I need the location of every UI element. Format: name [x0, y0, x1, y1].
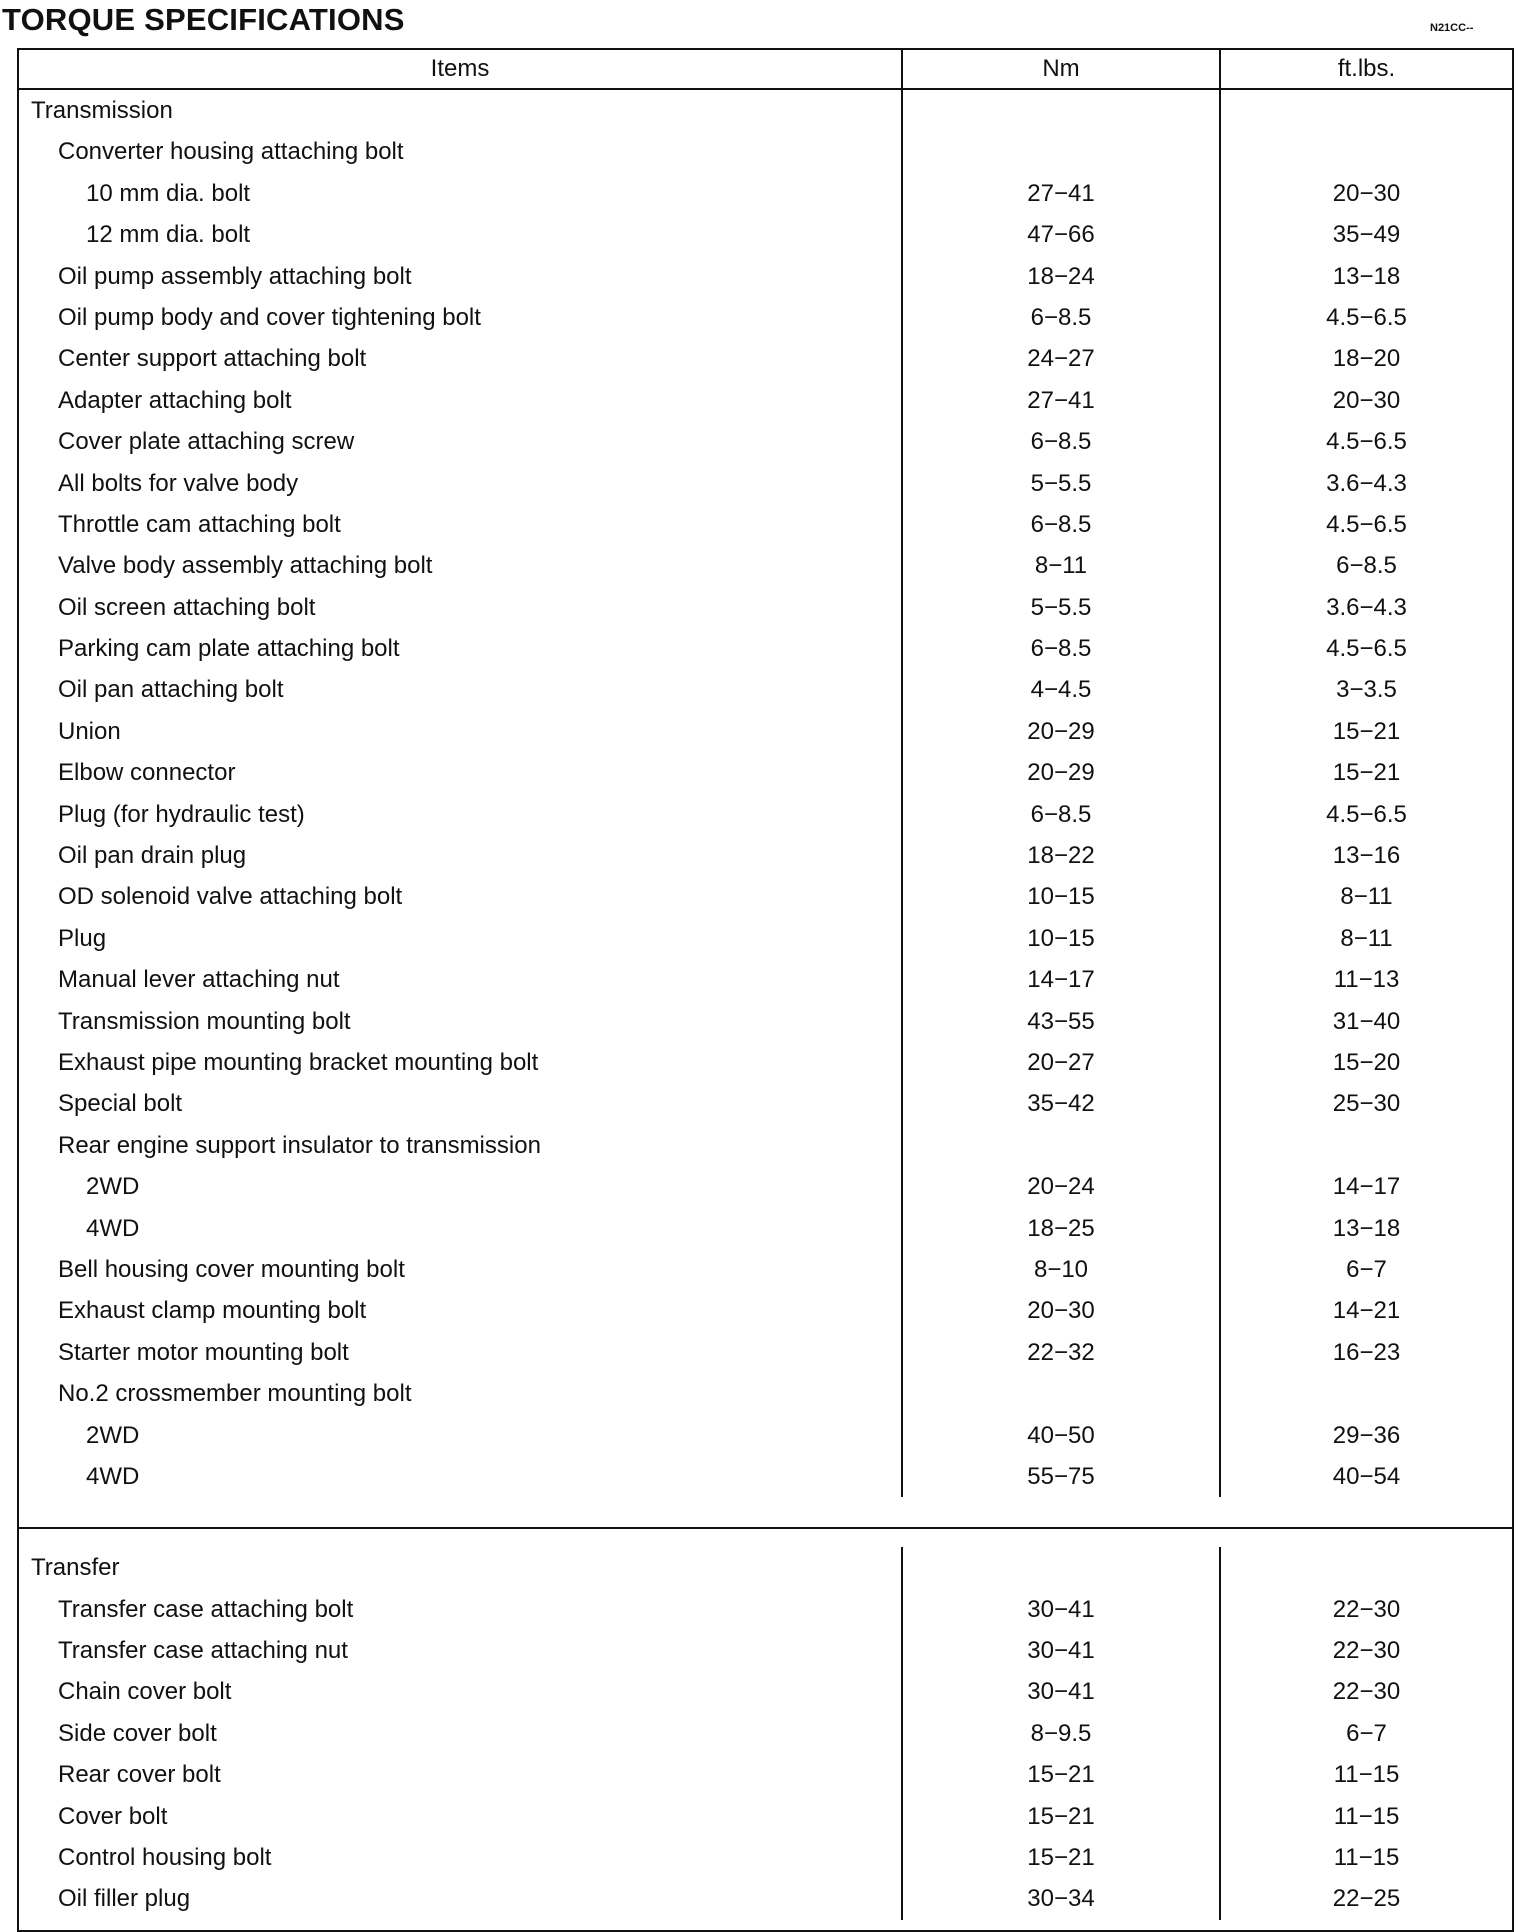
nm-value [903, 1373, 1219, 1414]
item-label: Cover plate attaching screw [58, 428, 355, 456]
item-label: Cover bolt [58, 1802, 168, 1830]
ftlbs-value: 11−15 [1333, 1761, 1400, 1789]
item-label: Valve body assembly attaching bolt [58, 552, 433, 580]
nm-value: 20−29 [1027, 717, 1095, 745]
ftlbs-value [1221, 1547, 1512, 1588]
ftlbs-value: 35−49 [1332, 221, 1401, 249]
ftlbs-value [1221, 1125, 1512, 1166]
ftlbs-value: 4.5−6.5 [1326, 303, 1407, 331]
nm-value: 30−41 [1027, 1637, 1095, 1665]
ftlbs-value: 15−20 [1332, 1048, 1401, 1076]
nm-value [903, 1547, 1219, 1588]
nm-value: 27−41 [1027, 179, 1095, 207]
header-nm: Nm [903, 50, 1221, 88]
header-ftlbs: ft.lbs. [1337, 55, 1396, 82]
ftlbs-value: 13−18 [1332, 1214, 1401, 1242]
nm-value: 8−9.5 [1030, 1719, 1092, 1747]
nm-value: 43−55 [1027, 1007, 1095, 1035]
nm-value: 15−21 [1027, 1844, 1095, 1872]
ftlbs-value: 20−30 [1332, 386, 1401, 414]
item-label: Special bolt [58, 1090, 183, 1118]
item-label: Exhaust pipe mounting bracket mounting bolt [58, 1048, 539, 1076]
item-label: Control housing bolt [58, 1844, 272, 1872]
ftlbs-value: 25−30 [1332, 1090, 1401, 1118]
item-label: 10 mm dia. bolt [86, 179, 251, 207]
ftlbs-value: 13−16 [1332, 842, 1401, 870]
items-column [19, 1547, 903, 1920]
ftlbs-value: 18−20 [1332, 345, 1401, 373]
item-label: Union [58, 717, 121, 745]
nm-value: 24−27 [1027, 345, 1095, 373]
item-label: Transfer case attaching bolt [58, 1595, 354, 1623]
item-label: Adapter attaching bolt [58, 386, 292, 414]
nm-value: 6−8.5 [1030, 303, 1092, 331]
nm-value: 18−22 [1027, 842, 1095, 870]
nm-value: 30−41 [1027, 1595, 1095, 1623]
nm-value: 8−10 [1033, 1255, 1089, 1283]
item-label: Oil pump body and cover tightening bolt [58, 303, 481, 331]
document-code: N21CC-- [1430, 22, 1474, 34]
nm-value: 10−15 [1027, 924, 1095, 952]
ftlbs-value: 40−54 [1332, 1462, 1401, 1490]
nm-column [903, 90, 1221, 1497]
ftlbs-column [1221, 90, 1512, 1497]
section-transfer [19, 1527, 1512, 1930]
ftlbs-value: 31−40 [1332, 1007, 1401, 1035]
page-title: TORQUE SPECIFICATIONS [2, 2, 405, 37]
item-label: Center support attaching bolt [58, 345, 367, 373]
item-label: Throttle cam attaching bolt [58, 510, 341, 538]
ftlbs-value: 22−30 [1332, 1637, 1401, 1665]
items-column [19, 90, 903, 1497]
ftlbs-value: 22−30 [1332, 1595, 1401, 1623]
ftlbs-value: 11−15 [1333, 1844, 1400, 1872]
nm-value: 18−24 [1027, 262, 1095, 290]
nm-value: 22−32 [1027, 1338, 1095, 1366]
section-heading: Transmission [31, 97, 173, 124]
nm-value: 4−4.5 [1030, 676, 1092, 704]
item-label: Oil pump assembly attaching bolt [58, 262, 412, 290]
ftlbs-value: 11−15 [1333, 1802, 1400, 1830]
nm-value: 5−5.5 [1030, 593, 1092, 621]
ftlbs-value: 22−30 [1332, 1678, 1401, 1706]
item-label: Parking cam plate attaching bolt [58, 635, 400, 663]
ftlbs-value: 4.5−6.5 [1326, 428, 1407, 456]
nm-value [903, 131, 1219, 172]
item-label: Oil pan attaching bolt [58, 676, 284, 704]
nm-value: 55−75 [1027, 1462, 1095, 1490]
ftlbs-value [1221, 131, 1512, 172]
ftlbs-value: 11−13 [1333, 966, 1400, 994]
ftlbs-value: 4.5−6.5 [1326, 800, 1407, 828]
ftlbs-value [1221, 1373, 1512, 1414]
nm-value: 20−27 [1027, 1048, 1095, 1076]
section-transmission [19, 90, 1512, 1527]
torque-spec-table [17, 48, 1514, 1932]
item-label: Side cover bolt [58, 1719, 217, 1747]
ftlbs-value: 3.6−4.3 [1326, 469, 1407, 497]
nm-value: 5−5.5 [1030, 469, 1092, 497]
item-label: Elbow connector [58, 759, 236, 787]
ftlbs-value: 16−23 [1332, 1338, 1401, 1366]
nm-value: 18−25 [1027, 1214, 1095, 1242]
item-label: Rear engine support insulator to transmission [58, 1131, 541, 1159]
item-label: Manual lever attaching nut [58, 966, 340, 994]
item-label: Transfer case attaching nut [58, 1637, 348, 1665]
item-label: 2WD [86, 1173, 140, 1201]
ftlbs-value: 4.5−6.5 [1326, 510, 1407, 538]
nm-value [903, 1125, 1219, 1166]
nm-value: 27−41 [1027, 386, 1095, 414]
ftlbs-value: 6−7 [1346, 1255, 1387, 1283]
item-label: OD solenoid valve attaching bolt [58, 883, 403, 911]
ftlbs-value: 15−21 [1332, 759, 1401, 787]
ftlbs-value: 13−18 [1332, 262, 1401, 290]
item-label: Oil pan drain plug [58, 842, 247, 870]
nm-value: 8−11 [1034, 552, 1088, 580]
header-items: Items [19, 50, 903, 88]
ftlbs-value: 6−7 [1346, 1719, 1387, 1747]
nm-value: 15−21 [1027, 1761, 1095, 1789]
ftlbs-value: 15−21 [1332, 717, 1401, 745]
nm-value: 47−66 [1027, 221, 1095, 249]
item-label: 4WD [86, 1214, 140, 1242]
ftlbs-column [1221, 1547, 1512, 1920]
nm-value: 6−8.5 [1030, 635, 1092, 663]
item-label: 2WD [86, 1421, 140, 1449]
table-header [19, 50, 1512, 90]
item-label: Plug (for hydraulic test) [58, 800, 305, 828]
item-label: Oil screen attaching bolt [58, 593, 316, 621]
ftlbs-value: 3.6−4.3 [1326, 593, 1407, 621]
item-label: Oil filler plug [58, 1885, 191, 1913]
item-label: Bell housing cover mounting bolt [58, 1255, 405, 1283]
ftlbs-value: 6−8.5 [1336, 552, 1397, 580]
nm-value: 10−15 [1027, 883, 1095, 911]
nm-value: 30−41 [1027, 1678, 1095, 1706]
nm-value: 20−24 [1027, 1173, 1095, 1201]
ftlbs-value: 14−21 [1332, 1297, 1401, 1325]
section-heading: Transfer [31, 1554, 120, 1582]
ftlbs-value: 4.5−6.5 [1326, 635, 1407, 663]
ftlbs-value: 8−11 [1340, 924, 1393, 952]
item-label: Converter housing attaching bolt [58, 138, 404, 166]
item-label: Rear cover bolt [58, 1761, 221, 1789]
nm-value: 6−8.5 [1030, 800, 1092, 828]
ftlbs-value: 29−36 [1332, 1421, 1401, 1449]
nm-value: 6−8.5 [1030, 428, 1092, 456]
item-label: 12 mm dia. bolt [86, 221, 251, 249]
ftlbs-value: 14−17 [1332, 1173, 1401, 1201]
nm-value: 15−21 [1027, 1802, 1095, 1830]
item-label: Starter motor mounting bolt [58, 1338, 349, 1366]
nm-column [903, 1547, 1221, 1920]
nm-value: 20−30 [1027, 1297, 1095, 1325]
nm-value [903, 90, 1219, 131]
nm-value: 35−42 [1027, 1090, 1095, 1118]
ftlbs-value: 8−11 [1340, 883, 1393, 911]
item-label: Exhaust clamp mounting bolt [58, 1297, 367, 1325]
item-label: Plug [58, 924, 107, 952]
item-label: Transmission mounting bolt [58, 1007, 351, 1035]
item-label: Chain cover bolt [58, 1678, 232, 1706]
nm-value: 30−34 [1027, 1885, 1095, 1913]
ftlbs-value: 20−30 [1332, 179, 1401, 207]
ftlbs-value [1221, 90, 1512, 131]
item-label: 4WD [86, 1462, 140, 1490]
nm-value: 14−17 [1027, 966, 1095, 994]
nm-value: 40−50 [1027, 1421, 1095, 1449]
item-label: No.2 crossmember mounting bolt [58, 1380, 412, 1408]
item-label: All bolts for valve body [58, 469, 299, 497]
nm-value: 6−8.5 [1030, 510, 1092, 538]
nm-value: 20−29 [1027, 759, 1095, 787]
ftlbs-value: 22−25 [1332, 1885, 1401, 1913]
ftlbs-value: 3−3.5 [1336, 676, 1397, 704]
